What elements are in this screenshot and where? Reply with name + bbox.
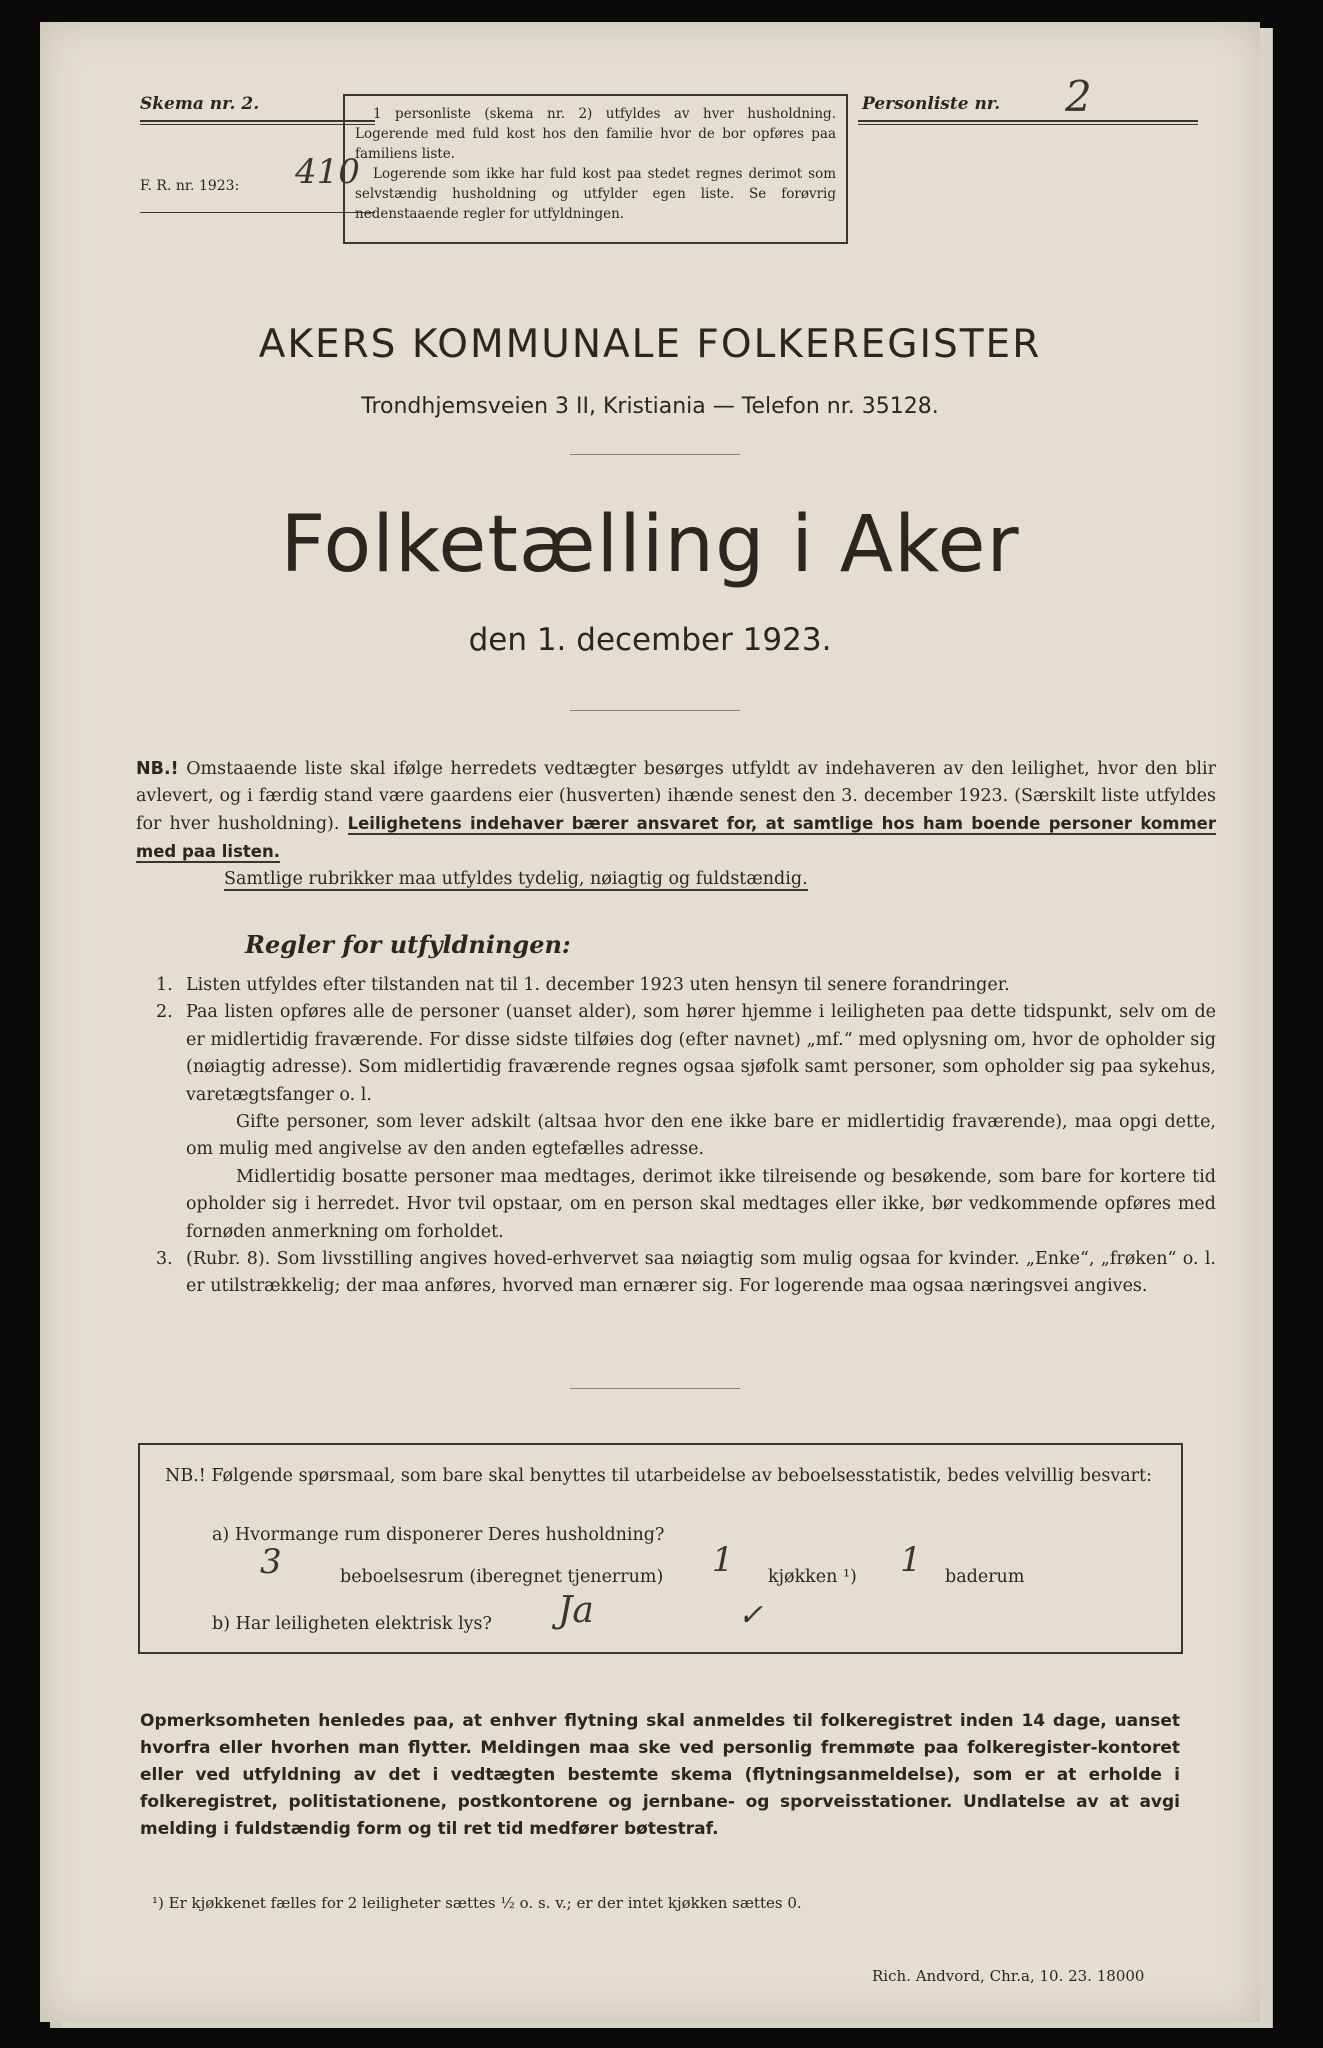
rule-item — [136, 999, 1216, 1246]
divider — [570, 710, 740, 711]
divider — [570, 1388, 740, 1389]
question-a: a) Hvormange rum disponerer Deres husholdning? — [212, 1525, 665, 1545]
nb-text: Omstaaende liste skal ifølge herredets vedtægter besørges utfyldt av indehaveren av den leilighet, hvor den blir avlevert, og i færdig stand være gaardens eier (husverten) ihænde senest den 3. december 1923. (Særskilt liste utfyldes for hver husholdning). — [136, 759, 1216, 834]
moving-notice: Opmerksomheten henledes paa, at enhver flytning skal anmeldes til folkeregistret inden 14 dage, uanset hvorfra eller hvorhen man flytter. Meldingen maa ske ved personlig fremmøte paa folkeregister-kontoret eller ved utfyldning av det i vedtægten bestemte skema (flytningsanmeldelse), som er at erholde i folkeregistret, politistationene, postkontorene og jernbane- og sporveisstationer. Undlatelse av at avgi melding i fuldstændig form og til ret tid medfører bøtestraf. — [140, 1711, 1180, 1839]
organization-name: AKERS KOMMUNALE FOLKEREGISTER — [258, 322, 1042, 367]
census-form-page — [40, 22, 1260, 2022]
rule-item — [136, 1246, 1216, 1301]
bath-answer[interactable]: 1 — [900, 1540, 922, 1580]
rule-text: Midlertidig bosatte personer maa medtages, derimot ikke tilreisende og besøkende, som bare for kortere tid opholder sig i herredet. Hvor tvil opstaar, om en person skal medtages eller ikke, bør vedkommende opføres med fornøden anmerkning om forholdet. — [186, 1166, 1216, 1242]
check-mark-icon: ✓ — [738, 1598, 764, 1633]
kitchen-label: kjøkken ¹) — [768, 1567, 857, 1587]
nb-notice — [136, 756, 1216, 893]
rule-item — [136, 972, 1216, 999]
fr-number-value[interactable]: 410 — [295, 152, 360, 192]
instruction-para: 1 personliste (skema nr. 2) utfyldes av hver husholdning. Logerende med fuld kost hos den familie hvor de bor opføres paa familiens liste. — [355, 106, 836, 162]
document-title: Folketælling i Aker — [280, 500, 1020, 590]
rules-list — [136, 972, 1216, 1301]
divider — [140, 120, 375, 122]
question-b: b) Har leiligheten elektrisk lys? — [212, 1614, 492, 1634]
electric-light-answer[interactable]: Ja — [558, 1590, 594, 1631]
personliste-value[interactable]: 2 — [1065, 72, 1092, 121]
instructions-box — [343, 94, 848, 244]
rules-heading: Regler for utfyldningen: — [245, 930, 571, 959]
questions-intro: NB.! Følgende spørsmaal, som bare skal benyttes til utarbeidelse av beboelsesstatistik, bedes velvillig besvart: — [165, 1466, 1152, 1486]
personliste-label: Personliste nr. — [862, 94, 1001, 114]
rule-text: Listen utfyldes efter tilstanden nat til 1. december 1923 uten hensyn til senere forandringer. — [186, 975, 1010, 995]
document-subtitle: den 1. december 1923. — [468, 622, 832, 658]
kitchen-answer[interactable]: 1 — [712, 1540, 734, 1580]
skema-number: Skema nr. 2. — [140, 94, 260, 114]
divider — [570, 454, 740, 455]
nb-label: NB.! — [136, 759, 179, 779]
divider — [858, 120, 1198, 122]
footnote: ¹) Er kjøkkenet fælles for 2 leiligheter sættes ½ o. s. v.; er der intet kjøkken sættes 0. — [152, 1894, 802, 1912]
rule-number: 3. — [156, 1249, 173, 1270]
divider — [140, 212, 375, 213]
organization-address: Trondhjemsveien 3 II, Kristiania — Telefon nr. 35128. — [361, 394, 939, 419]
rooms-label: beboelsesrum (iberegnet tjenerrum) — [340, 1567, 664, 1587]
rule-text: (Rubr. 8). Som livsstilling angives hoved-erhvervet saa nøiagtig som mulig ogsaa for kvinder. „Enke“, „frøken“ o. l. er utilstrækkelig; der maa anføres, hvorved man ernærer sig. For logerende maa ogsaa næringsvei angives. — [186, 1249, 1216, 1297]
divider — [858, 124, 1198, 125]
bath-label: baderum — [945, 1567, 1025, 1587]
instruction-para: Logerende som ikke har fuld kost paa stedet regnes derimot som selvstændig husholdning og utfylder egen liste. Se forøvrig nedenstaaende regler for utfyldningen. — [355, 166, 836, 222]
rule-number: 2. — [156, 1002, 173, 1023]
divider — [140, 124, 375, 125]
nb-fill-all: Samtlige rubrikker maa utfyldes tydelig, nøiagtig og fuldstændig. — [224, 869, 808, 889]
rule-text: Paa listen opføres alle de personer (uanset alder), som hører hjemme i leiligheten paa dette tidspunkt, selv om de er midlertidig fraværende. For disse sidste tilføies dog (efter navnet) „mf.“ med oplysning om, hvor de opholder sig (nøiagtig adresse). Som midlertidig fraværende regnes ogsaa sjøfolk samt personer, som opholder sig paa sykehus, varetægtsfanger o. l. — [186, 1002, 1216, 1105]
nb-responsibility: Leilighetens indehaver bærer ansvaret for, at samtlige hos ham boende personer kommer med paa listen. — [136, 814, 1216, 861]
fr-number-label: F. R. nr. 1923: — [140, 178, 240, 194]
rooms-answer[interactable]: 3 — [260, 1542, 282, 1582]
printer-imprint: Rich. Andvord, Chr.a, 10. 23. 18000 — [872, 1967, 1145, 1985]
rule-text: Gifte personer, som lever adskilt (altsaa hvor den ene ikke bare er midlertidig fraværende), maa opgi dette, om mulig med angivelse av den anden egtefælles adresse. — [186, 1112, 1216, 1160]
rule-number: 1. — [156, 975, 173, 995]
